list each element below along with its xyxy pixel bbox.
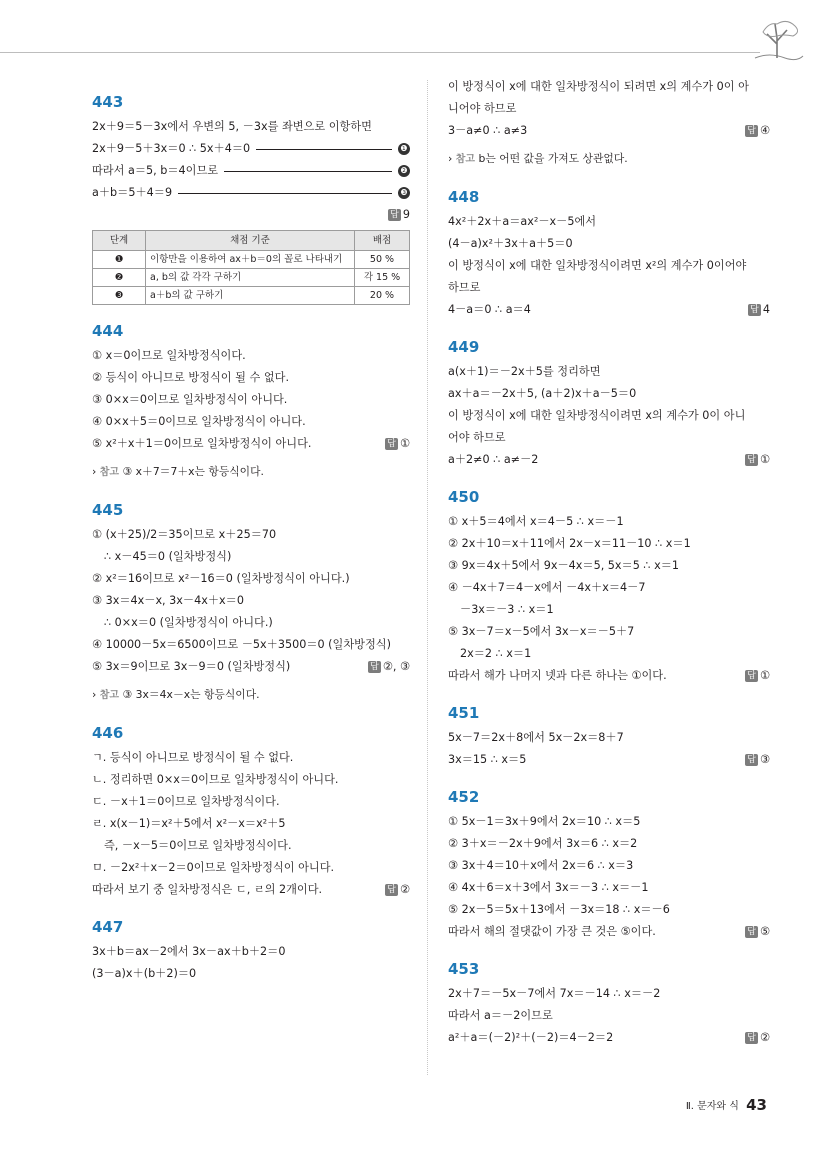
table-cell: ❸: [93, 287, 146, 305]
solution-text: 5x－7＝2x＋8에서 5x－2x＝8＋7: [448, 731, 624, 744]
solution-line: [92, 747, 410, 769]
solution-line: [92, 941, 410, 963]
problem-number: 445: [92, 501, 124, 519]
solution-line: [92, 160, 410, 182]
solution-text: ④ 10000－5x＝6500이므로 －5x＋3500＝0 (일차방정식): [92, 638, 391, 651]
solution-line: [92, 813, 410, 835]
solution-line: [448, 76, 770, 98]
answer-badge: [745, 749, 770, 771]
solution-line: [448, 98, 770, 120]
step-marker: ❸: [398, 187, 410, 199]
solution-line: [92, 879, 410, 901]
answer-value: ①: [759, 453, 770, 466]
solution-text: 따라서 보기 중 일차방정식은 ㄷ, ㄹ의 2개이다.: [92, 883, 323, 896]
problem-number: 444: [92, 322, 124, 340]
solution-line: [92, 138, 410, 160]
solution-text: a²＋a＝(－2)²＋(－2)＝4－2＝2: [448, 1031, 614, 1044]
solution-line: [92, 963, 410, 985]
answer-label: 답: [370, 662, 379, 672]
answer-badge: [385, 433, 410, 455]
table-header: 단계: [93, 231, 146, 251]
problem-number: 448: [448, 188, 480, 206]
problem-number: 453: [448, 960, 480, 978]
solution-text: ⑤ 3x＝9이므로 3x－9＝0 (일차방정식): [92, 660, 291, 673]
table-cell: ❷: [93, 269, 146, 287]
solution-text: ① (x＋25)/2＝35이므로 x＋25＝70: [92, 528, 277, 541]
solution-text: ax＋a＝－2x＋5, (a＋2)x＋a－5＝0: [448, 387, 637, 400]
leader-line: [256, 149, 392, 150]
solution-text: ④ －4x＋7＝4－x에서 －4x＋x＝4－7: [448, 581, 646, 594]
solution-line: [448, 449, 770, 471]
solution-text: ① 5x－1＝3x＋9에서 2x＝10 ∴ x＝5: [448, 815, 641, 828]
solution-line: [92, 345, 410, 367]
step-marker: ❷: [398, 165, 410, 177]
answer-value: ①: [759, 669, 770, 682]
note-text: ③ 3x＝4x－x는 항등식이다.: [122, 688, 260, 701]
answer-badge: [388, 204, 410, 226]
table-header: 배점: [355, 231, 410, 251]
note-text: b는 어떤 값을 가져도 상관없다.: [478, 152, 628, 165]
solution-line: [92, 182, 410, 204]
solution-line: [92, 411, 410, 433]
answer-label: 답: [390, 210, 399, 220]
solution-line: [92, 433, 410, 455]
solution-line: [92, 612, 410, 634]
solution-line: [92, 857, 410, 879]
solution-text: 2x＝2 ∴ x＝1: [460, 647, 532, 660]
solution-text: ⑤ x²＋x＋1＝0이므로 일차방정식이 아니다.: [92, 437, 312, 450]
solution-text: ㄹ. x(x－1)＝x²＋5에서 x²－x＝x²＋5: [92, 817, 286, 830]
solution-line: [448, 855, 770, 877]
solution-text: 2x＋9－5＋3x＝0 ∴ 5x＋4＝0: [92, 142, 251, 155]
solution-line: [448, 921, 770, 943]
problem-number: 449: [448, 338, 480, 356]
solution-text: 니어야 하므로: [448, 102, 517, 115]
note-line: › 참고 b는 어떤 값을 가져도 상관없다.: [448, 152, 628, 165]
table-header: 채점 기준: [146, 231, 355, 251]
solution-text: ③ 0×x＝0이므로 일차방정식이 아니다.: [92, 393, 288, 406]
answer-badge: [385, 879, 410, 901]
solution-text: ∴ 0×x＝0 (일차방정식이 아니다.): [104, 616, 273, 629]
solution-text: ④ 4x＋6＝x＋3에서 3x＝－3 ∴ x＝－1: [448, 881, 649, 894]
solution-text: ② x²＝16이므로 x²－16＝0 (일차방정식이 아니다.): [92, 572, 350, 585]
answer-value: ②: [759, 1031, 770, 1044]
table-cell: 20 %: [355, 287, 410, 305]
solution-text: 3x＝15 ∴ x＝5: [448, 753, 527, 766]
note-label: 참고: [99, 467, 120, 478]
answer-badge: [745, 665, 770, 687]
solution-text: ⑤ 2x－5＝5x＋13에서 －3x＝18 ∴ x＝－6: [448, 903, 670, 916]
solution-line: [448, 299, 770, 321]
answer-badge: [748, 299, 770, 321]
solution-line: [448, 555, 770, 577]
solution-line: [448, 361, 770, 383]
table-cell: ❶: [93, 251, 146, 269]
note-text: ③ x＋7＝7＋x는 항등식이다.: [122, 465, 264, 478]
table-row: [93, 287, 410, 305]
solution-text: 따라서 해의 절댓값이 가장 큰 것은 ⑤이다.: [448, 925, 656, 938]
note-label: 참고: [455, 154, 476, 165]
solution-line: [448, 643, 770, 665]
table-cell: 이항만을 이용하여 ax＋b＝0의 꼴로 나타내기: [146, 251, 355, 269]
answer-value: 4: [762, 303, 770, 316]
solution-line: [92, 546, 410, 568]
answer-label: 답: [747, 455, 756, 465]
solution-line: [92, 590, 410, 612]
solution-text: 3－a≠0 ∴ a≠3: [448, 124, 528, 137]
table-cell: a, b의 값 각각 구하기: [146, 269, 355, 287]
solution-line: [92, 769, 410, 791]
solution-text: 이 방정식이 x에 대한 일차방정식이 되려면 x의 계수가 0이 아: [448, 80, 749, 93]
solution-text: a＋2≠0 ∴ a≠－2: [448, 453, 539, 466]
solution-line: [448, 877, 770, 899]
column-divider: [427, 80, 428, 1075]
answer-badge: [368, 656, 410, 678]
table-cell: 각 15 %: [355, 269, 410, 287]
solution-line: [92, 116, 410, 138]
solution-line: [92, 367, 410, 389]
solution-line: [448, 1027, 770, 1049]
answer-label: 답: [387, 439, 396, 449]
solution-text: 하므로: [448, 281, 481, 294]
solution-line: [448, 533, 770, 555]
answer-badge: [745, 449, 770, 471]
right-column: [448, 74, 770, 1049]
page-footer: [686, 1096, 767, 1114]
solution-text: 이 방정식이 x에 대한 일차방정식이려면 x의 계수가 0이 아니: [448, 409, 746, 422]
solution-line: [448, 899, 770, 921]
solution-line: [448, 599, 770, 621]
solution-line: [448, 833, 770, 855]
solution-text: ㅁ. －2x²＋x－2＝0이므로 일차방정식이 아니다.: [92, 861, 335, 874]
solution-line: [92, 835, 410, 857]
step-marker: ❶: [398, 143, 410, 155]
table-row: [93, 269, 410, 287]
answer-value: ③: [759, 753, 770, 766]
solution-line: [448, 277, 770, 299]
note-label: 참고: [99, 690, 120, 701]
answer-badge: [745, 921, 770, 943]
solution-text: 4x²＋2x＋a＝ax²－x－5에서: [448, 215, 597, 228]
solution-line: [448, 427, 770, 449]
solution-line: [92, 524, 410, 546]
leader-line: [224, 171, 392, 172]
solution-line: [448, 577, 770, 599]
problem-number: 446: [92, 724, 124, 742]
solution-line: [448, 811, 770, 833]
solution-text: 2x＋7＝－5x－7에서 7x＝－14 ∴ x＝－2: [448, 987, 661, 1000]
answer-label: 답: [747, 927, 756, 937]
answer-badge: [745, 120, 770, 142]
scoring-table: [92, 230, 410, 305]
solution-text: 어야 하므로: [448, 431, 506, 444]
solution-line: [92, 634, 410, 656]
solution-line: [448, 749, 770, 771]
solution-text: (4－a)x²＋3x＋a＋5＝0: [448, 237, 573, 250]
answer-value: ①: [399, 437, 410, 450]
footer-section: Ⅱ. 문자와 식: [685, 1101, 739, 1112]
solution-text: ㄷ. －x＋1＝0이므로 일차방정식이다.: [92, 795, 280, 808]
answer-badge: [745, 1027, 770, 1049]
solution-text: ⑤ 3x－7＝x－5에서 3x－x＝－5＋7: [448, 625, 635, 638]
left-column: [92, 74, 410, 985]
solution-text: ③ 3x＝4x－x, 3x－4x＋x＝0: [92, 594, 244, 607]
solution-line: [448, 120, 770, 142]
answer-row: [92, 204, 410, 226]
solution-line: [448, 665, 770, 687]
header-rule: [0, 52, 760, 53]
answer-value: 9: [402, 208, 410, 221]
page-number: 43: [746, 1096, 767, 1114]
solution-text: ㄱ. 등식이 아니므로 방정식이 될 수 없다.: [92, 751, 294, 764]
solution-text: ② 2x＋10＝x＋11에서 2x－x＝11－10 ∴ x＝1: [448, 537, 691, 550]
solution-line: [448, 511, 770, 533]
solution-line: [448, 621, 770, 643]
answer-label: 답: [747, 1033, 756, 1043]
note-line: › 참고 ③ x＋7＝7＋x는 항등식이다.: [92, 465, 264, 478]
solution-line: [448, 211, 770, 233]
solution-text: 즉, －x－5＝0이므로 일차방정식이다.: [104, 839, 292, 852]
note-line: › 참고 ③ 3x＝4x－x는 항등식이다.: [92, 688, 260, 701]
solution-text: 2x＋9＝5－3x에서 우변의 5, －3x를 좌변으로 이항하면: [92, 120, 372, 133]
solution-text: ① x＝0이므로 일차방정식이다.: [92, 349, 246, 362]
table-cell: a＋b의 값 구하기: [146, 287, 355, 305]
problem-number: 451: [448, 704, 480, 722]
problem-number: 450: [448, 488, 480, 506]
solution-line: [448, 405, 770, 427]
solution-line: [92, 389, 410, 411]
solution-text: 4－a＝0 ∴ a＝4: [448, 303, 531, 316]
solution-text: －3x＝－3 ∴ x＝1: [460, 603, 554, 616]
solution-text: (3－a)x＋(b＋2)＝0: [92, 967, 197, 980]
table-row: [93, 251, 410, 269]
answer-value: ②, ③: [382, 660, 410, 673]
solution-text: a(x＋1)＝－2x＋5를 정리하면: [448, 365, 601, 378]
problem-number: 443: [92, 93, 124, 111]
solution-text: 이 방정식이 x에 대한 일차방정식이려면 x²의 계수가 0이어야: [448, 259, 747, 272]
solution-text: ㄴ. 정리하면 0×x＝0이므로 일차방정식이 아니다.: [92, 773, 339, 786]
solution-line: [92, 568, 410, 590]
answer-label: 답: [747, 671, 756, 681]
solution-text: ② 등식이 아니므로 방정식이 될 수 없다.: [92, 371, 290, 384]
solution-text: 따라서 a＝5, b＝4이므로: [92, 164, 219, 177]
answer-value: ②: [399, 883, 410, 896]
solution-line: [448, 983, 770, 1005]
answer-label: 답: [747, 126, 756, 136]
answer-label: 답: [747, 755, 756, 765]
solution-text: ③ 9x＝4x＋5에서 9x－4x＝5, 5x＝5 ∴ x＝1: [448, 559, 680, 572]
problem-number: 452: [448, 788, 480, 806]
problem-number: 447: [92, 918, 124, 936]
solution-text: 따라서 해가 나머지 넷과 다른 하나는 ①이다.: [448, 669, 667, 682]
solution-line: [448, 233, 770, 255]
solution-line: [448, 727, 770, 749]
solution-text: 따라서 a＝－2이므로: [448, 1009, 553, 1022]
solution-line: [448, 255, 770, 277]
solution-line: [92, 656, 410, 678]
solution-text: ④ 0×x＋5＝0이므로 일차방정식이 아니다.: [92, 415, 306, 428]
table-cell: 50 %: [355, 251, 410, 269]
leader-line: [178, 193, 392, 194]
answer-label: 답: [750, 305, 759, 315]
answer-value: ④: [759, 124, 770, 137]
tree-illustration-icon: [747, 14, 807, 66]
solution-line: [448, 383, 770, 405]
answer-label: 답: [387, 885, 396, 895]
solution-text: a＋b＝5＋4＝9: [92, 186, 173, 199]
answer-value: ⑤: [759, 925, 770, 938]
solution-line: [448, 1005, 770, 1027]
solution-text: 3x＋b＝ax－2에서 3x－ax＋b＋2＝0: [92, 945, 286, 958]
solution-text: ① x＋5＝4에서 x＝4－5 ∴ x＝－1: [448, 515, 624, 528]
solution-text: ∴ x－45＝0 (일차방정식): [104, 550, 232, 563]
solution-text: ③ 3x＋4＝10＋x에서 2x＝6 ∴ x＝3: [448, 859, 634, 872]
solution-text: ② 3＋x＝－2x＋9에서 3x＝6 ∴ x＝2: [448, 837, 638, 850]
solution-line: [92, 791, 410, 813]
